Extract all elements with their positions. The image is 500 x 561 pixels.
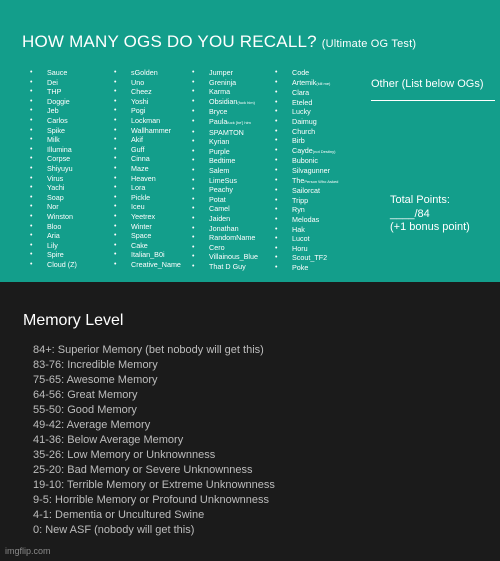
- og-name: Camel: [209, 204, 230, 214]
- memory-level-panel: [0, 282, 500, 561]
- og-name-item: [275, 117, 355, 127]
- og-name: Purple: [209, 146, 230, 156]
- og-name-item: [114, 202, 194, 212]
- og-name: Italian_B0i: [131, 250, 165, 260]
- og-name: Aria: [47, 231, 60, 241]
- og-name: Tripp: [292, 195, 309, 205]
- og-name: Hak: [292, 224, 305, 234]
- og-name-item: [30, 212, 110, 222]
- og-name: Guff: [131, 144, 145, 154]
- og-name-item: [30, 231, 110, 241]
- og-name-item: [114, 174, 194, 184]
- og-name: Bedtime: [209, 156, 236, 166]
- og-name-item: [275, 215, 355, 225]
- og-name-item: [30, 193, 110, 203]
- og-name: Pickle: [131, 192, 151, 202]
- memory-level-item: 35-26: Low Memory or Unknownness: [33, 449, 216, 461]
- og-name: Space: [131, 231, 152, 241]
- og-name: Sailorcat: [292, 186, 320, 196]
- og-name: Yachi: [47, 183, 65, 193]
- og-name-item: [30, 260, 110, 270]
- og-name: Winston: [47, 211, 73, 221]
- imgflip-watermark: imgflip.com: [5, 546, 51, 556]
- memory-level-item: 55-50: Good Memory: [33, 404, 137, 416]
- og-name: Cinna: [131, 154, 150, 164]
- og-name-item: [114, 87, 194, 97]
- og-name-item: [114, 164, 194, 174]
- og-name: Clara: [292, 88, 310, 98]
- og-name: The: [292, 175, 305, 185]
- og-name-item: [30, 106, 110, 116]
- og-column-3: [192, 68, 272, 271]
- og-name: Melodas: [292, 214, 320, 224]
- og-name: sGolden: [131, 68, 158, 77]
- og-name-item: [275, 107, 355, 117]
- og-name-note: (kill me): [316, 80, 331, 86]
- og-name-item: [114, 154, 194, 164]
- other-blank-line: [371, 100, 495, 101]
- og-name: RandomName: [209, 233, 256, 243]
- og-column-2: [114, 68, 194, 269]
- og-name: THP: [47, 87, 62, 97]
- og-name-item: [275, 78, 355, 89]
- og-name-item: [30, 135, 110, 145]
- og-name: Paula: [209, 116, 228, 126]
- og-name-item: [192, 128, 272, 138]
- og-name: Winter: [131, 221, 152, 231]
- og-name: LimeSus: [209, 175, 237, 185]
- og-name-item: [192, 214, 272, 224]
- og-name-item: [30, 126, 110, 136]
- og-name-item: [275, 176, 355, 187]
- og-name-item: [192, 107, 272, 117]
- og-name-item: [30, 154, 110, 164]
- og-name: Shiyuyu: [47, 163, 73, 173]
- og-name-item: [114, 126, 194, 136]
- og-name-item: [275, 88, 355, 98]
- total-points-label: Total Points:: [390, 194, 450, 206]
- og-name-item: [275, 225, 355, 235]
- memory-level-item: 83-76: Incredible Memory: [33, 359, 158, 371]
- og-name-item: [275, 205, 355, 215]
- og-name: Cheez: [131, 87, 152, 97]
- og-name-item: [30, 241, 110, 251]
- og-name: Cayde: [292, 145, 313, 155]
- memory-level-item: 0: New ASF (nobody will get this): [33, 524, 195, 536]
- og-name-item: [192, 176, 272, 186]
- og-name-item: [192, 233, 272, 243]
- memory-level-item: 75-65: Awesome Memory: [33, 374, 158, 386]
- og-name-item: [192, 166, 272, 176]
- og-name-item: [192, 156, 272, 166]
- title-subtitle: (Ultimate OG Test): [321, 38, 417, 50]
- og-name-item: [192, 243, 272, 253]
- og-name: Jonathan: [209, 223, 239, 233]
- og-name: Daimug: [292, 116, 317, 126]
- og-name: Lucky: [292, 107, 311, 117]
- og-name-item: [275, 156, 355, 166]
- og-name: Akif: [131, 135, 143, 145]
- og-name-item: [275, 234, 355, 244]
- memory-level-item: 49-42: Average Memory: [33, 419, 151, 431]
- og-name-item: [30, 68, 110, 78]
- og-name: Villainous_Blue: [209, 252, 259, 262]
- og-name: Greninja: [209, 77, 237, 87]
- og-name: Lora: [131, 183, 146, 193]
- og-name: Creative_Name: [131, 259, 181, 269]
- og-name: Heaven: [131, 173, 156, 183]
- og-name-item: [114, 231, 194, 241]
- og-name-note: fuck [he'] him: [227, 119, 251, 125]
- og-name: Lily: [47, 240, 58, 250]
- og-name-item: [114, 116, 194, 126]
- og-name: Artemik: [292, 77, 317, 87]
- og-name: Lucot: [292, 234, 310, 244]
- og-name-item: [114, 183, 194, 193]
- og-name: Potat: [209, 194, 226, 204]
- memory-level-list: [33, 343, 275, 538]
- og-name: Bubonic: [292, 156, 318, 166]
- other-label: Other (List below OGs): [371, 78, 484, 90]
- og-name: Karma: [209, 87, 231, 97]
- og-name-item: [192, 185, 272, 195]
- og-name: Spike: [47, 125, 65, 135]
- title-text: HOW MANY OGS DO YOU RECALL?: [22, 32, 317, 51]
- og-name: That D Guy: [209, 261, 246, 271]
- page-title: [22, 32, 416, 52]
- memory-level-item: 41-36: Below Average Memory: [33, 434, 184, 446]
- og-name: Poke: [292, 262, 309, 272]
- og-name-item: [192, 137, 272, 147]
- og-name-item: [275, 146, 355, 157]
- og-name: Cake: [131, 240, 148, 250]
- og-name: Yoshi: [131, 96, 149, 106]
- og-name-item: [192, 87, 272, 97]
- og-name-item: [114, 78, 194, 88]
- og-name-item: [30, 116, 110, 126]
- memory-level-item: 84+: Superior Memory (bet nobody will get this): [33, 344, 264, 356]
- og-name: Lockman: [131, 115, 161, 125]
- og-name: Code: [292, 68, 310, 77]
- og-name-item: [192, 204, 272, 214]
- og-name: Carlos: [47, 115, 68, 125]
- og-name-item: [114, 260, 194, 270]
- og-name-item: [275, 127, 355, 137]
- og-name-item: [192, 147, 272, 157]
- og-name: Birb: [292, 136, 305, 146]
- og-name-item: [30, 202, 110, 212]
- og-name-item: [30, 78, 110, 88]
- memory-level-title: Memory Level: [23, 312, 124, 329]
- og-name-item: [275, 253, 355, 263]
- og-name: Eteled: [292, 97, 313, 107]
- og-name-item: [114, 241, 194, 251]
- og-name-item: [30, 87, 110, 97]
- og-name-item: [192, 195, 272, 205]
- og-name-item: [192, 224, 272, 234]
- og-column-1: [30, 68, 110, 269]
- og-name-item: [275, 263, 355, 273]
- og-name: Bloo: [47, 221, 62, 231]
- og-name: Salem: [209, 165, 230, 175]
- og-name-item: [114, 212, 194, 222]
- og-name: Peachy: [209, 185, 233, 195]
- og-name-note: (fuck him): [237, 99, 255, 105]
- og-name: Obsidian: [209, 96, 238, 106]
- og-name: Soap: [47, 192, 64, 202]
- og-name: Sauce: [47, 68, 68, 77]
- og-name-item: [192, 262, 272, 272]
- og-name-item: [114, 68, 194, 78]
- og-name: SPAMTON: [209, 127, 244, 137]
- og-name-item: [275, 166, 355, 176]
- og-name: Scout_TF2: [292, 253, 328, 263]
- og-name-item: [114, 145, 194, 155]
- og-name: Milk: [47, 135, 60, 145]
- memory-level-item: 25-20: Bad Memory or Severe Unknownness: [33, 464, 253, 476]
- og-name: Bryce: [209, 107, 228, 117]
- og-name-item: [275, 68, 355, 78]
- og-name: Pogi: [131, 106, 146, 116]
- og-name-item: [192, 117, 272, 128]
- og-name-note: Person Who Asked: [304, 178, 339, 184]
- og-name-item: [192, 78, 272, 88]
- og-name-item: [275, 196, 355, 206]
- og-name-item: [114, 97, 194, 107]
- og-name: Jumper: [209, 68, 233, 77]
- og-name: Doggie: [47, 96, 70, 106]
- total-points-bonus: (+1 bonus point): [390, 221, 470, 233]
- og-name: Yeetrex: [131, 211, 156, 221]
- og-name-item: [30, 164, 110, 174]
- og-name-item: [114, 135, 194, 145]
- og-name-item: [114, 250, 194, 260]
- og-name-item: [275, 186, 355, 196]
- og-name: Jaiden: [209, 213, 231, 223]
- memory-level-item: 64-56: Great Memory: [33, 389, 138, 401]
- memory-level-item: 9-5: Horrible Memory or Profound Unknownness: [33, 494, 269, 506]
- og-name: Iceu: [131, 202, 145, 212]
- og-name-item: [275, 98, 355, 108]
- og-name: Spire: [47, 250, 64, 260]
- og-name-item: [192, 68, 272, 78]
- og-name-item: [30, 250, 110, 260]
- og-name: Illumina: [47, 144, 72, 154]
- total-points-blank: ____/84: [390, 207, 430, 220]
- memory-level-item: 19-10: Terrible Memory or Extreme Unknownness: [33, 479, 275, 491]
- og-name-item: [192, 97, 272, 108]
- og-name: Dei: [47, 77, 58, 87]
- og-name: Church: [292, 126, 316, 136]
- og-name-item: [30, 145, 110, 155]
- og-name: Corpse: [47, 154, 71, 164]
- og-name: Horu: [292, 243, 308, 253]
- og-name: Cero: [209, 242, 225, 252]
- og-name-item: [275, 136, 355, 146]
- og-name-item: [114, 222, 194, 232]
- og-name-item: [30, 183, 110, 193]
- memory-level-item: 4-1: Dementia or Uncultured Swine: [33, 509, 205, 521]
- og-name-item: [30, 97, 110, 107]
- og-name-note: (not Destiny): [312, 148, 336, 154]
- og-name: Kyrian: [209, 137, 230, 147]
- og-name-item: [275, 244, 355, 254]
- og-name-item: [30, 174, 110, 184]
- og-name-item: [114, 106, 194, 116]
- og-name: Cloud (Z): [47, 259, 77, 269]
- og-name: Maze: [131, 163, 149, 173]
- total-points: [390, 194, 470, 235]
- og-name-item: [30, 222, 110, 232]
- og-name: Ryn: [292, 205, 305, 215]
- og-name: Silvagunner: [292, 165, 330, 175]
- og-name: Wallhammer: [131, 125, 172, 135]
- og-name: Nor: [47, 202, 59, 212]
- og-name: Uno: [131, 77, 145, 87]
- og-name-item: [114, 193, 194, 203]
- og-column-4: [275, 68, 355, 272]
- og-name: Jeb: [47, 106, 59, 116]
- og-name-item: [192, 252, 272, 262]
- og-name: Virus: [47, 173, 64, 183]
